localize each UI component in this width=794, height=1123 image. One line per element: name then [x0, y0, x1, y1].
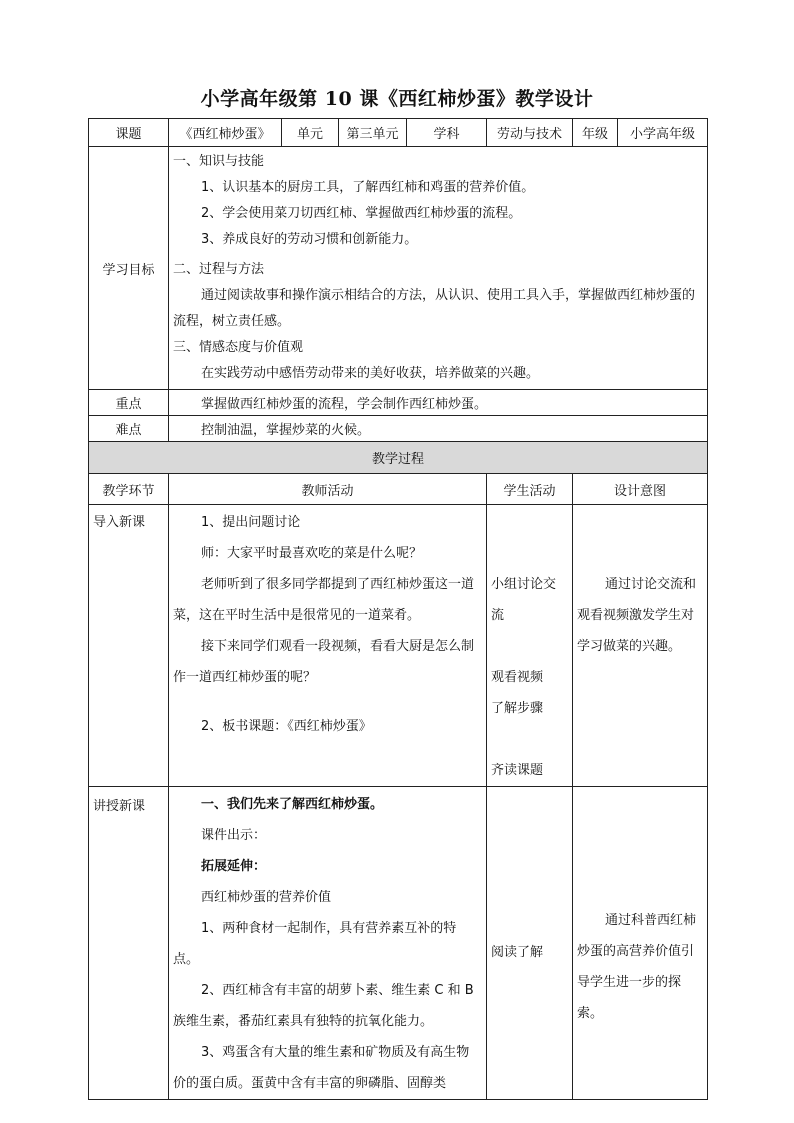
key-point-row [89, 390, 708, 416]
student-line: 观看视频 [491, 670, 544, 685]
teacher-line: 西红柿炒蛋的营养价值 [201, 890, 332, 905]
process-header: 教学过程 [89, 442, 708, 474]
objective-item: 3、养成良好的劳动习惯和创新能力。 [201, 232, 418, 247]
teacher-line: 课件出示： [201, 828, 267, 843]
stage2-teacher [169, 787, 487, 1100]
document-title: 小学高年级第 10 课《西红柿炒蛋》教学设计 [200, 88, 594, 110]
course-label: 课题 [89, 119, 169, 147]
objectives-label: 学习目标 [89, 147, 169, 390]
stage2-name: 讲授新课 [89, 787, 169, 1100]
teacher-line: 1、提出问题讨论 [201, 515, 301, 530]
difficulty-label: 难点 [89, 416, 169, 442]
objectives-row [89, 147, 708, 390]
stage2-student [487, 787, 573, 1100]
column-teacher: 教师活动 [169, 474, 487, 505]
column-header-row [89, 474, 708, 505]
teacher-line: 一、我们先来了解西红柿炒蛋。 [201, 797, 384, 812]
objectives-section2-text: 通过阅读故事和操作演示相结合的方法，从认识、使用工具入手，掌握做西红柿炒蛋的流程，树立责任感。 [173, 288, 696, 329]
teacher-line: 2、板书课题：《西红柿炒蛋》 [201, 719, 372, 734]
lesson-plan-table [88, 118, 708, 1100]
key-point-label: 重点 [89, 390, 169, 416]
student-line: 阅读了解 [491, 945, 544, 960]
objectives-content [169, 147, 708, 390]
student-line: 了解步骤 [491, 701, 544, 716]
unit-value: 第三单元 [339, 119, 407, 147]
stage1-name: 导入新课 [89, 505, 169, 787]
student-line: 小组讨论交流 [491, 577, 557, 623]
header-row [89, 119, 708, 147]
objective-item: 2、学会使用菜刀切西红柿、掌握做西红柿炒蛋的流程。 [201, 206, 522, 221]
stage1-row [89, 505, 708, 787]
grade-value: 小学高年级 [618, 119, 708, 147]
course-value: 《西红柿炒蛋》 [169, 119, 282, 147]
teacher-line: 接下来同学们观看一段视频，看看大厨是怎么制作一道西红柿炒蛋的呢？ [173, 639, 475, 685]
objectives-section2-title: 二、过程与方法 [173, 262, 265, 277]
objectives-section3-title: 三、情感态度与价值观 [173, 340, 304, 355]
stage1-student [487, 505, 573, 787]
teacher-line: 3、鸡蛋含有大量的维生素和矿物质及有高生物价的蛋白质。蛋黄中含有丰富的卵磷脂、固醇类 [173, 1045, 470, 1091]
subject-value: 劳动与技术 [487, 119, 573, 147]
process-header-row [89, 442, 708, 474]
column-student: 学生活动 [487, 474, 573, 505]
intent-text: 通过科普西红柿炒蛋的高营养价值引导学生进一步的探索。 [577, 913, 697, 1021]
teacher-line: 1、两种食材一起制作，具有营养素互补的特点。 [173, 921, 457, 967]
teacher-line: 2、西红柿含有丰富的胡萝卜素、维生素 C 和 B 族维生素，番茄红素具有独特的抗氧化能力。 [173, 983, 474, 1029]
stage2-intent [573, 787, 708, 1100]
objectives-section1-title: 一、知识与技能 [173, 154, 265, 169]
grade-label: 年级 [573, 119, 618, 147]
stage2-row [89, 787, 708, 1100]
stage1-teacher [169, 505, 487, 787]
key-point-text: 掌握做西红柿炒蛋的流程，学会制作西红柿炒蛋。 [169, 390, 708, 416]
column-intent: 设计意图 [573, 474, 708, 505]
column-stage: 教学环节 [89, 474, 169, 505]
subject-label: 学科 [407, 119, 487, 147]
student-line: 齐读课题 [491, 763, 544, 778]
difficulty-row [89, 416, 708, 442]
objective-item: 1、认识基本的厨房工具，了解西红柿和鸡蛋的营养价值。 [201, 180, 535, 195]
teacher-line: 拓展延伸： [201, 859, 267, 874]
unit-label: 单元 [282, 119, 339, 147]
objectives-section3-text: 在实践劳动中感悟劳动带来的美好收获，培养做菜的兴趣。 [201, 366, 540, 381]
teacher-line: 师：大家平时最喜欢吃的菜是什么呢？ [201, 546, 423, 561]
stage1-intent [573, 505, 708, 787]
intent-text: 通过讨论交流和观看视频激发学生对学习做菜的兴趣。 [577, 577, 697, 654]
teacher-line: 老师听到了很多同学都提到了西红柿炒蛋这一道菜，这在平时生活中是很常见的一道菜肴。 [173, 577, 475, 623]
difficulty-text: 控制油温，掌握炒菜的火候。 [169, 416, 708, 442]
